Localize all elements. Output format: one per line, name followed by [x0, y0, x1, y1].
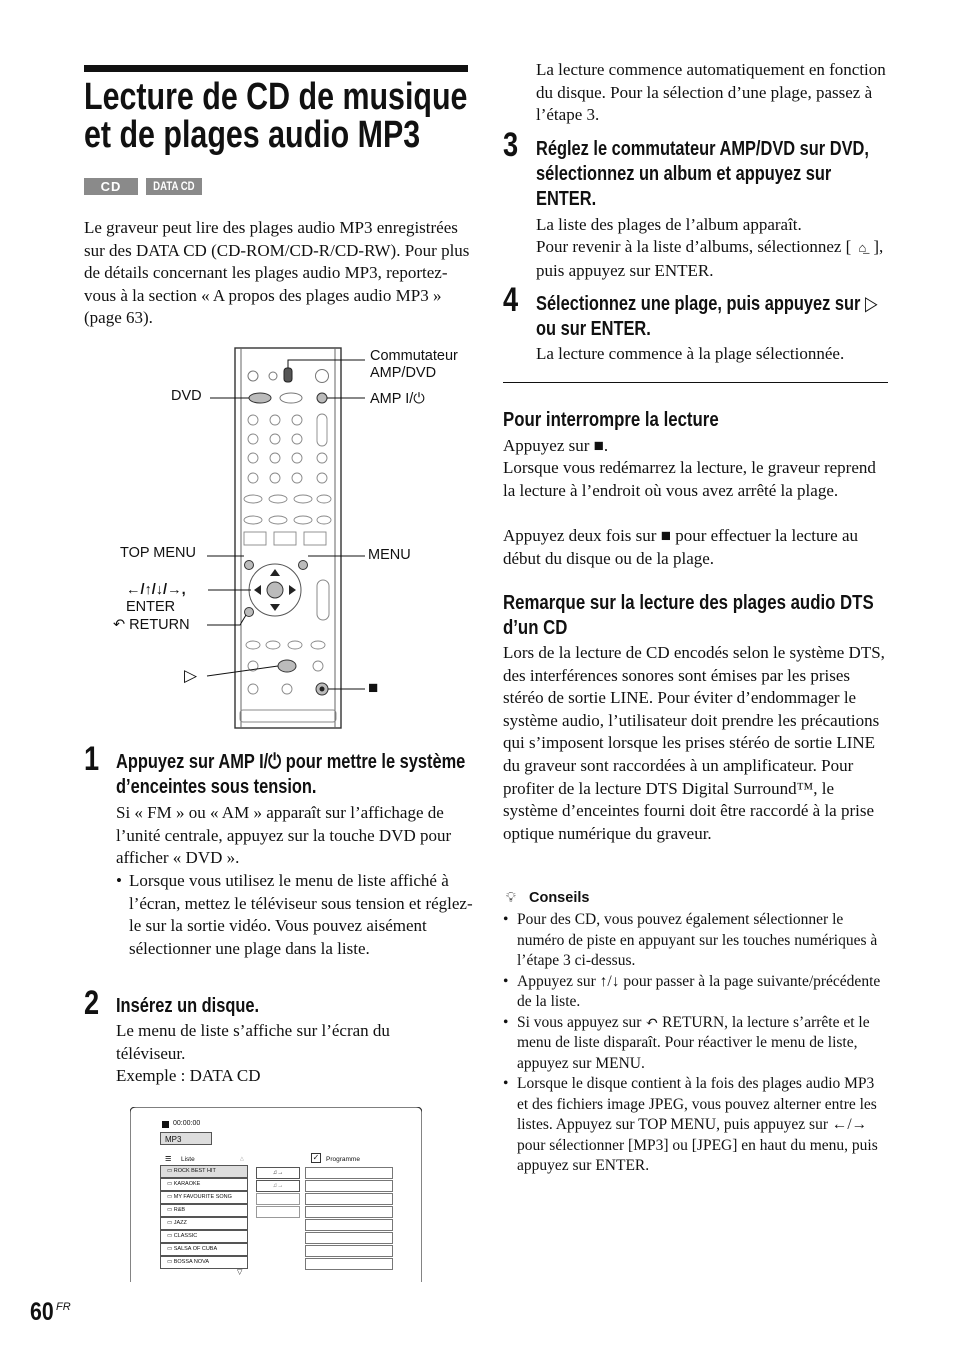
step-4-heading: Sélectionnez une plage, puis appuyez sur ▷ ou sur ENTER. [536, 293, 878, 340]
clear-icon[interactable] [256, 1206, 300, 1218]
folder-icon: ▭ [167, 1246, 173, 1252]
cd-badge: CD [84, 178, 138, 195]
page-number-suffix: FR [56, 1301, 71, 1313]
arrow-keys-label: ←/↑/↓/→, [126, 582, 186, 598]
page-title-line-2: et de plages audio MP3 [84, 114, 421, 156]
page-title-line-1: Lecture de CD de musique [84, 76, 468, 118]
program-check-icon: ✓ [312, 1153, 320, 1162]
step-1-heading: Appuyez sur AMP I/⏻ pour mettre le système d’enceintes sous tension. [116, 751, 466, 798]
step-3-body-2 [536, 236, 896, 282]
play-symbol-label: ▷ [184, 666, 198, 685]
folder-icon: ▭ [167, 1233, 173, 1239]
folder-name: MY FAVOURITE SONG [173, 1194, 232, 1200]
interrupt-line-1: Appuyez sur ■. [503, 436, 609, 455]
step-4-number: 4 [503, 281, 519, 319]
program-slot[interactable] [305, 1206, 393, 1218]
page-title [84, 78, 467, 154]
enter-label: ENTER [126, 599, 176, 615]
dts-body: Lors de la lecture de CD encodés selon le système DTS, des interférences sonores sont émises par les prises stéréo de sortie LINE. Pour éviter d’endommager le système audio, l’utilisateur doit prendre les précautions qui s’imposent lorsque les prises stéréo de sortie LINE du graveur sont raccordées à un amplificateur. Pour profiter de la lecture DTS Digital Surround™, le système d’enceintes fourni doit être raccordé à la prise optique numérique du graveur. [503, 643, 885, 843]
dvd-label: DVD [171, 388, 202, 404]
step-3-body-2-start: Pour revenir à la liste d’albums, sélectionnez [ [536, 237, 852, 256]
folder-item[interactable] [160, 1191, 248, 1204]
folder-name: R&B [173, 1207, 186, 1213]
menu-label: MENU [368, 547, 411, 563]
step-2-body: Le menu de liste s’affiche sur l’écran du téléviseur. [116, 1021, 390, 1063]
step-3-body-1: La liste des plages de l’album apparaît. [536, 215, 802, 234]
folder-name: CLASSIC [173, 1233, 198, 1239]
remove-icon[interactable] [256, 1193, 300, 1205]
program-slot[interactable] [305, 1180, 393, 1192]
section-divider [503, 382, 888, 383]
tips-heading: Conseils [529, 890, 590, 906]
folder-icon: ▭ [167, 1168, 173, 1174]
screen-time: 00:00:00 [173, 1120, 201, 1127]
program-slot[interactable] [305, 1258, 393, 1270]
page-number: 60 [30, 1298, 54, 1326]
folder-icon: ▭ [167, 1181, 173, 1187]
step-2-heading: Insérez un disque. [116, 995, 260, 1017]
dts-heading-line-1: Remarque sur la lecture des plages audio DTS [503, 592, 874, 614]
title-rule [84, 65, 468, 72]
step-3-number: 3 [503, 126, 519, 164]
program-slot[interactable] [305, 1167, 393, 1179]
stop-symbol-label: ■ [368, 678, 379, 697]
folder-item[interactable] [160, 1230, 248, 1243]
folder-name: SALSA OF CUBA [173, 1246, 218, 1252]
stop-indicator-icon [162, 1121, 169, 1128]
lightbulb-icon: 💡︎ [506, 889, 516, 905]
data-cd-badge [146, 178, 202, 195]
step-1-bullet-mark: • [116, 871, 122, 890]
step-2-continued: La lecture commence automatiquement en fonction du disque. Pour la sélection d’une plage, passez à l’étape 3. [536, 60, 886, 125]
add-all-icon[interactable]: ♫→ [256, 1180, 300, 1192]
step-4-body: La lecture commence à la plage sélectionnée. [536, 344, 845, 363]
screen-program-label: Programme [326, 1156, 360, 1163]
return-label: ↶ RETURN [113, 617, 190, 633]
tip-item: • Lorsque le disque contient à la fois des plages audio MP3 et des fichiers image JPEG, vous pouvez alterner entre les listes. Appuyez sur TOP MENU, puis appuyez sur ←/→ pour sélectionner [MP3] ou [JPEG] en haut du menu, puis appuyez sur ENTER. [503, 1074, 889, 1177]
program-slot[interactable] [305, 1219, 393, 1231]
folder-item[interactable] [160, 1217, 248, 1230]
folder-name: KARAOKE [173, 1181, 201, 1187]
amp-power-label: AMP I/⏻ [370, 391, 425, 407]
program-slot[interactable] [305, 1193, 393, 1205]
step-3-body-2-end: ], puis appuyez sur ENTER. [536, 237, 884, 280]
interrupt-paragraph-1: Lorsque vous redémarrez la lecture, le graveur reprend la lecture à l’endroit où vous avez arrêté la plage. [503, 458, 876, 500]
amp-dvd-switch-label: Commutateur AMP/DVD [370, 348, 458, 381]
scroll-up-icon[interactable]: △ [240, 1156, 244, 1162]
step-2-example: Exemple : DATA CD [116, 1066, 261, 1085]
step-1-number: 1 [84, 740, 100, 778]
folder-icon: ▭ [167, 1194, 173, 1200]
interrupt-heading: Pour interrompre la lecture [503, 409, 719, 431]
folder-item[interactable] [160, 1165, 248, 1178]
tip-item: • Si vous appuyez sur ↶ RETURN, la lecture s’arrête et le menu de liste disparaît. Pour réactiver le menu de liste, appuyez sur MENU. [503, 1013, 889, 1075]
add-to-program-icon[interactable]: ♫→ [256, 1167, 300, 1179]
tips-list [503, 910, 889, 1177]
folder-icon: ▭ [167, 1207, 173, 1213]
screen-list-label: Liste [181, 1156, 195, 1163]
folder-item[interactable] [160, 1204, 248, 1217]
folder-name: BOSSA NOVA [173, 1259, 210, 1265]
dts-heading-line-2: d’un CD [503, 617, 568, 639]
folder-icon: ▭ [167, 1259, 173, 1265]
program-slot[interactable] [305, 1245, 393, 1257]
list-icon: ≡ [165, 1153, 172, 1165]
tip-item: • Appuyez sur ↑/↓ pour passer à la page suivante/précédente de la liste. [503, 972, 889, 1013]
folder-item[interactable] [160, 1256, 248, 1269]
top-menu-label: TOP MENU [120, 545, 197, 561]
up-folder-icon: ⌂̲ [858, 240, 867, 255]
step-2-number: 2 [84, 984, 100, 1022]
scroll-down-icon[interactable]: ▽ [237, 1269, 243, 1276]
step-1-body: Si « FM » ou « AM » apparaît sur l’affichage de l’unité centrale, appuyez sur la touche DVD pour afficher « DVD ». [116, 803, 452, 868]
tip-item: • Pour des CD, vous pouvez également sélectionner le numéro de piste en appuyant sur les touches numériques à l’étape 3 ci-dessus. [503, 910, 889, 972]
folder-name: ROCK BEST HIT [173, 1168, 216, 1174]
data-cd-badge-text: DATA CD [153, 179, 195, 193]
program-slot[interactable] [305, 1232, 393, 1244]
intro-paragraph: Le graveur peut lire des plages audio MP3 enregistrées sur des DATA CD (CD-ROM/CD-R/CD-RW). Pour plus de détails concernant les plages audio MP3, reportez-vous à la section « A propos des plages audio MP3 » (page 63). [84, 218, 470, 328]
step-1-bullet: Lorsque vous utilisez le menu de liste affiché à l’écran, mettez le téléviseur sous tension et réglez-le sur la sortie vidéo. Vous pouvez aisément sélectionner une plage dans la liste. [129, 871, 473, 958]
folder-name: JAZZ [173, 1220, 187, 1226]
step-3-heading: Réglez le commutateur AMP/DVD sur DVD, sélectionnez un album et appuyez sur ENTER. [536, 138, 869, 210]
screen-mode-tab[interactable]: MP3 [160, 1132, 212, 1145]
folder-item[interactable] [160, 1178, 248, 1191]
folder-item[interactable] [160, 1243, 248, 1256]
folder-icon: ▭ [167, 1220, 173, 1226]
interrupt-paragraph-2: Appuyez deux fois sur ■ pour effectuer la lecture au début du disque ou de la plage. [503, 526, 859, 568]
